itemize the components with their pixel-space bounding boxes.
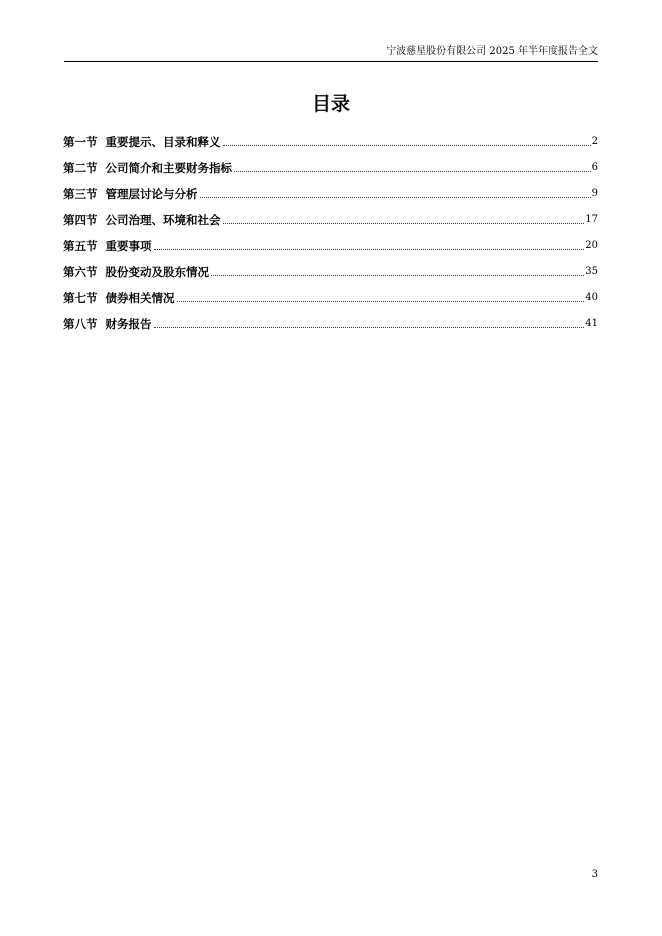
dot-leader	[154, 248, 585, 250]
toc-page-number: 17	[585, 214, 598, 225]
toc-section-title: 股份变动及股东情况	[105, 265, 210, 279]
toc-section-number: 第三节	[63, 187, 98, 201]
toc-entry[interactable]	[63, 176, 598, 202]
toc-section-number: 第二节	[63, 161, 98, 175]
toc-heading: 目录	[311, 93, 350, 115]
toc-page-number: 40	[585, 292, 598, 303]
toc-page-number: 2	[591, 136, 598, 147]
table-of-contents	[63, 124, 598, 332]
toc-section-number: 第一节	[63, 135, 98, 149]
header-rule	[64, 61, 598, 62]
dot-leader	[177, 300, 585, 302]
toc-section-number: 第四节	[63, 213, 98, 227]
toc-section-title: 重要事项	[105, 239, 152, 253]
toc-section-title: 公司简介和主要财务指标	[105, 161, 233, 175]
toc-entry[interactable]	[63, 124, 598, 150]
toc-entry[interactable]	[63, 202, 598, 228]
toc-section-title: 管理层讨论与分析	[105, 187, 198, 201]
toc-entry[interactable]	[63, 306, 598, 332]
toc-section-title: 公司治理、环境和社会	[105, 213, 221, 227]
toc-page-number: 41	[585, 318, 598, 329]
toc-entry[interactable]	[63, 280, 598, 306]
toc-entry[interactable]	[63, 254, 598, 280]
toc-page-number: 20	[585, 240, 598, 251]
dot-leader	[154, 326, 585, 328]
running-header: 宁波慈星股份有限公司 2025 年半年度报告全文	[386, 46, 598, 57]
toc-page-number: 9	[591, 188, 598, 199]
toc-entry[interactable]	[63, 228, 598, 254]
toc-section-number: 第五节	[63, 239, 98, 253]
dot-leader	[200, 196, 591, 198]
toc-page-number: 35	[585, 266, 598, 277]
toc-section-title: 财务报告	[105, 317, 152, 331]
page-number: 3	[591, 869, 598, 880]
toc-section-title: 重要提示、目录和释义	[105, 135, 221, 149]
toc-entry[interactable]	[63, 150, 598, 176]
dot-leader	[234, 170, 591, 172]
dot-leader	[223, 144, 591, 146]
toc-section-number: 第八节	[63, 317, 98, 331]
dot-leader	[223, 222, 585, 224]
dot-leader	[211, 274, 584, 276]
toc-page-number: 6	[591, 162, 598, 173]
toc-section-number: 第六节	[63, 265, 98, 279]
toc-section-title: 债券相关情况	[105, 291, 175, 305]
toc-section-number: 第七节	[63, 291, 98, 305]
